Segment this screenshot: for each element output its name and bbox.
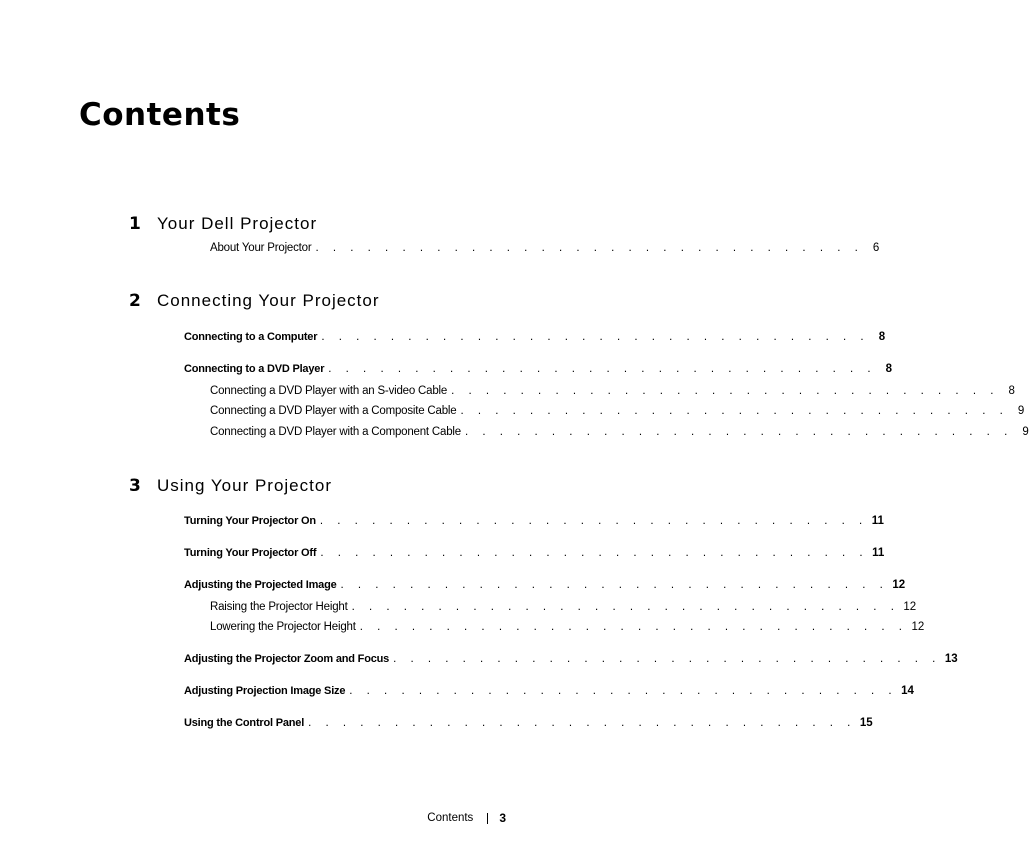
- chapter-number: 2: [129, 291, 141, 311]
- toc-entry-about-your-projector[interactable]: [210, 239, 880, 255]
- leader-dots: . . . . . . . . . . . . . . . . . . . . . . . . . . . . . . . .: [359, 621, 908, 633]
- toc-entry-turning-projector-on[interactable]: [184, 512, 884, 528]
- page-footer: [427, 810, 506, 826]
- leader-dots: . . . . . . . . . . . . . . . . . . . . . . . . . . . . . . . .: [308, 717, 856, 729]
- toc-entry-using-control-panel[interactable]: [184, 714, 873, 730]
- toc-entry-raising-projector-height[interactable]: [210, 598, 917, 614]
- toc-entry-page-number: 12: [903, 601, 917, 613]
- footer-divider: [487, 813, 488, 824]
- toc-entry-dvd-component-cable[interactable]: [210, 423, 1029, 439]
- page-title: Contents: [79, 97, 241, 133]
- toc-entry-page-number: 15: [859, 717, 873, 729]
- chapter-1-heading[interactable]: [129, 214, 317, 234]
- toc-entry-page-number: 8: [1008, 385, 1015, 397]
- toc-entry-dvd-s-video-cable[interactable]: [210, 382, 1015, 398]
- leader-dots: . . . . . . . . . . . . . . . . . . . . . . . . . . . . . . . .: [319, 515, 868, 527]
- toc-entry-label: Turning Your Projector Off: [184, 547, 317, 559]
- toc-entry-page-number: 8: [885, 363, 893, 375]
- toc-entry-label: Adjusting the Projected Image: [184, 579, 337, 591]
- toc-entry-page-number: 12: [911, 621, 925, 633]
- leader-dots: . . . . . . . . . . . . . . . . . . . . . . . . . . . . . . . .: [351, 601, 900, 613]
- toc-entry-label: Turning Your Projector On: [184, 515, 316, 527]
- toc-entry-label: Raising the Projector Height: [210, 601, 348, 613]
- footer-page-number: 3: [499, 811, 506, 825]
- leader-dots: . . . . . . . . . . . . . . . . . . . . . . . . . . . . . . . .: [321, 331, 870, 343]
- leader-dots: . . . . . . . . . . . . . . . . . . . . . . . . . . . . . . . .: [451, 385, 999, 397]
- toc-entry-label: Using the Control Panel: [184, 717, 305, 729]
- toc-entry-page-number: 9: [1017, 405, 1025, 417]
- chapter-3-heading[interactable]: [129, 476, 332, 496]
- leader-dots: . . . . . . . . . . . . . . . . . . . . . . . . . . . . . . . .: [349, 685, 898, 697]
- leader-dots: . . . . . . . . . . . . . . . . . . . . . . . . . . . . . . . .: [340, 579, 889, 591]
- chapter-number: 1: [129, 214, 141, 234]
- chapter-number: 3: [129, 476, 141, 496]
- chapter-title: Using Your Projector: [157, 476, 332, 495]
- footer-label: Contents: [427, 812, 474, 824]
- toc-entry-label: Adjusting Projection Image Size: [184, 685, 346, 697]
- toc-entry-page-number: 13: [944, 653, 958, 665]
- toc-entry-label: Connecting to a Computer: [184, 331, 318, 343]
- leader-dots: . . . . . . . . . . . . . . . . . . . . . . . . . . . . . . . .: [315, 242, 864, 254]
- toc-entry-page-number: 8: [878, 331, 886, 343]
- toc-entry-connecting-to-a-dvd-player[interactable]: [184, 360, 893, 376]
- toc-entry-page-number: 12: [892, 579, 906, 591]
- toc-entry-page-number: 6: [872, 242, 880, 254]
- leader-dots: . . . . . . . . . . . . . . . . . . . . . . . . . . . . . . . .: [393, 653, 941, 665]
- chapter-2-heading[interactable]: [129, 291, 380, 311]
- toc-entry-page-number: 9: [1022, 426, 1029, 438]
- toc-entry-page-number: 14: [901, 685, 914, 697]
- toc-entry-label: Adjusting the Projector Zoom and Focus: [184, 653, 390, 665]
- toc-entry-label: About Your Projector: [210, 242, 312, 254]
- toc-entry-label: Connecting a DVD Player with an S-video Cable: [210, 385, 448, 397]
- toc-entry-label: Connecting a DVD Player with a Component Cable: [210, 426, 461, 438]
- toc-entry-label: Connecting to a DVD Player: [184, 363, 325, 375]
- chapter-title: Your Dell Projector: [157, 214, 318, 233]
- toc-entry-label: Connecting a DVD Player with a Composite Cable: [210, 405, 457, 417]
- toc-entry-lowering-projector-height[interactable]: [210, 618, 925, 634]
- toc-entry-adjusting-projected-image[interactable]: [184, 576, 906, 592]
- toc-entry-page-number: 11: [872, 547, 885, 559]
- leader-dots: . . . . . . . . . . . . . . . . . . . . . . . . . . . . . . . .: [328, 363, 877, 375]
- toc-entry-label: Lowering the Projector Height: [210, 621, 356, 633]
- toc-entry-turning-projector-off[interactable]: [184, 544, 885, 560]
- toc-entry-dvd-composite-cable[interactable]: [210, 402, 1025, 418]
- toc-entry-adjusting-image-size[interactable]: [184, 682, 914, 698]
- toc-entry-adjusting-zoom-focus[interactable]: [184, 650, 958, 666]
- toc-entry-connecting-to-a-computer[interactable]: [184, 328, 886, 344]
- leader-dots: . . . . . . . . . . . . . . . . . . . . . . . . . . . . . . . .: [320, 547, 869, 559]
- chapter-title: Connecting Your Projector: [157, 291, 380, 310]
- leader-dots: . . . . . . . . . . . . . . . . . . . . . . . . . . . . . . . .: [464, 426, 1013, 438]
- leader-dots: . . . . . . . . . . . . . . . . . . . . . . . . . . . . . . . .: [460, 405, 1009, 417]
- toc-entry-page-number: 11: [871, 515, 884, 527]
